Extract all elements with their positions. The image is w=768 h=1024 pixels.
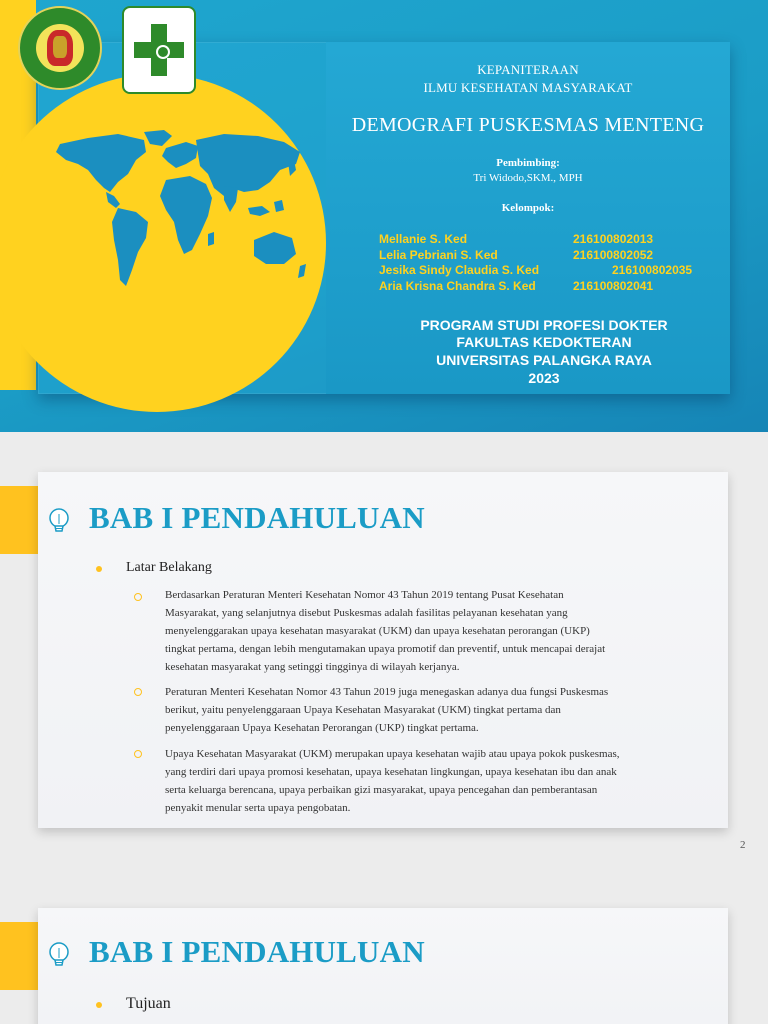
member-name: Aria Krisna Chandra S. Ked — [379, 278, 536, 293]
program-line-2: FAKULTAS KEDOKTERAN — [456, 334, 632, 350]
sub-bullet — [134, 688, 142, 696]
content-slide-latar-belakang — [0, 432, 768, 864]
kelompok-label: Kelompok: — [501, 202, 555, 214]
member-name: Jesika Sindy Claudia S. Ked — [379, 263, 540, 277]
lightbulb-icon — [44, 940, 74, 970]
world-map-icon — [48, 130, 308, 330]
paragraph-3 — [165, 745, 705, 817]
paragraph-line: kesehatan masyarakat yang setinggi tingginya di wilayah kerjanya. — [165, 661, 460, 673]
header-line-2: ILMU KESEHATAN MASYARAKAT — [423, 80, 633, 95]
section-label: Tujuan — [126, 995, 171, 1012]
university-logo-icon — [18, 6, 102, 90]
section-title: BAB I PENDAHULUAN — [89, 934, 425, 969]
paragraph-line: yang terdiri dari upaya promosi kesehatan, upaya kesehatan lingkungan, upaya kesehatan ibu dan anak — [165, 766, 617, 778]
program-line-3: UNIVERSITAS PALANGKA RAYA — [436, 352, 652, 368]
member-nim: 216100802013 — [573, 232, 654, 246]
paragraph-line: berikut, yaitu penyelenggaraan Upaya Kesehatan Masyarakat (UKM) tingkat pertama dan — [165, 704, 561, 716]
paragraph-line: Berdasarkan Peraturan Menteri Kesehatan Nomor 43 Tahun 2019 tentang Pusat Kesehatan — [165, 589, 564, 601]
paragraph-line: Upaya Kesehatan Masyarakat (UKM) merupakan upaya kesehatan wajib atau upaya pokok puskesmas, — [165, 748, 620, 760]
sub-bullet — [134, 750, 142, 758]
member-row — [379, 279, 719, 295]
member-nim: 216100802035 — [612, 263, 693, 277]
paragraph-line: menyelenggarakan upaya kesehatan masyarakat (UKM) dan upaya kesehatan perorangan (UKP) — [165, 625, 590, 637]
bullet-dot — [96, 566, 102, 572]
program-year: 2023 — [528, 370, 560, 386]
page-number: 2 — [740, 839, 746, 851]
paragraph-line: tingkat pertama, dengan lebih mengutamakan upaya promotif dan preventif, untuk mencapai derajat — [165, 643, 606, 655]
pembimbing-name: Tri Widodo,SKM., MPH — [473, 172, 583, 184]
member-row — [379, 263, 719, 279]
lightbulb-icon — [44, 506, 74, 536]
title-slide — [0, 0, 768, 432]
paragraph-line: Peraturan Menteri Kesehatan Nomor 43 Tahun 2019 juga menegaskan adanya dua fungsi Puskesmas — [165, 686, 609, 698]
paragraph-line: serta keluarga berencana, upaya perbaikan gizi masyarakat, upaya pencegahan dan pemberantasan — [165, 784, 598, 796]
member-list — [379, 232, 719, 294]
member-nim: 216100802052 — [573, 247, 654, 262]
paragraph-2 — [165, 683, 705, 737]
paragraph-line: penyelenggaraan Upaya Kesehatan Perorangan (UKP) tingkat pertama. — [165, 722, 479, 734]
paragraph-line: Masyarakat, yang selanjutnya disebut Puskesmas adalah fasilitas pelayanan kesehatan yang — [165, 607, 568, 619]
paragraph-1 — [165, 586, 705, 676]
member-name: Lelia Pebriani S. Ked — [379, 247, 498, 262]
puskesmas-logo-icon — [122, 6, 196, 94]
bullet-dot — [96, 1002, 102, 1008]
sub-bullet — [134, 593, 142, 601]
content-slide-tujuan — [0, 864, 768, 1024]
member-nim: 216100802041 — [573, 278, 654, 293]
slide-title: DEMOGRAFI PUSKESMAS MENTENG — [351, 114, 705, 136]
header-line-1: KEPANITERAAN — [477, 62, 579, 77]
member-row — [379, 232, 719, 248]
section-label: Latar Belakang — [126, 560, 212, 575]
program-line-1: PROGRAM STUDI PROFESI DOKTER — [420, 317, 668, 333]
section-title: BAB I PENDAHULUAN — [89, 500, 425, 535]
member-name: Mellanie S. Ked — [379, 232, 468, 246]
paragraph-line: penyakit menular serta upaya pengobatan. — [165, 802, 351, 814]
pembimbing-label: Pembimbing: — [496, 157, 560, 169]
member-row — [379, 248, 719, 264]
